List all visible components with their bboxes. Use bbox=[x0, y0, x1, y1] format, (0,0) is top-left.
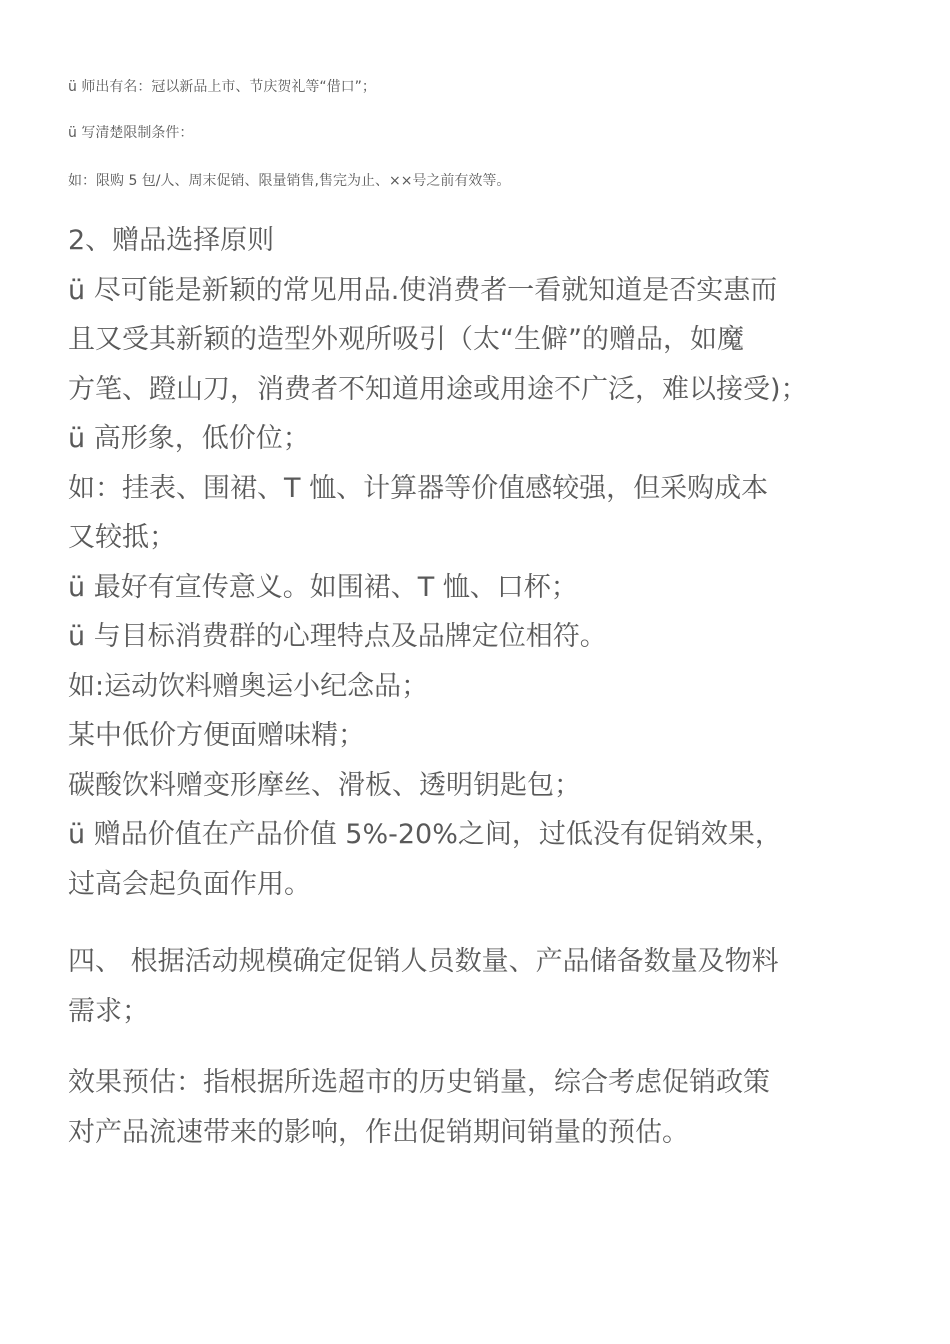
gift-line: 且又受其新颖的造型外观所吸引（太“生僻”的赠品，如魔 bbox=[68, 324, 744, 355]
gift-selection-heading: 2、赠品选择原则 bbox=[68, 225, 275, 256]
gift-selection-section bbox=[68, 216, 808, 909]
gift-line: ü 赠品价值在产品价值 5%-20%之间，过低没有促销效果， bbox=[68, 819, 782, 850]
gift-line: 方笔、蹬山刀，消费者不知道用途或用途不广泛，难以接受)； bbox=[68, 373, 808, 405]
gift-line: 如：挂表、围裙、T 恤、计算器等价值感较强，但采购成本 bbox=[68, 472, 769, 504]
reason-line: ü 师出有名：冠以新品上市、节庆贺礼等“借口”； bbox=[68, 79, 376, 95]
gift-line: ü 高形象，低价位； bbox=[68, 423, 310, 454]
gift-line: 如:运动饮料赠奥运小纪念品； bbox=[68, 670, 429, 702]
gift-line: 又较抵； bbox=[68, 522, 176, 553]
effect-estimate-line: 效果预估：指根据所选超市的历史销量，综合考虑促销政策 bbox=[68, 1067, 770, 1098]
effect-estimate-section bbox=[68, 1058, 770, 1157]
section-four-line: 需求； bbox=[68, 995, 149, 1027]
section-four bbox=[68, 937, 779, 1036]
gift-line: 碳酸饮料赠变形摩丝、滑板、透明钥匙包； bbox=[68, 769, 581, 801]
restriction-line: ü 写清楚限制条件： bbox=[68, 125, 194, 141]
gift-line: ü 与目标消费群的心理特点及品牌定位相符。 bbox=[68, 621, 607, 652]
gift-line: ü 最好有宣传意义。如围裙、T 恤、口杯； bbox=[68, 571, 578, 603]
gift-line: ü 尽可能是新颖的常见用品.使消费者一看就知道是否实惠而 bbox=[68, 274, 778, 306]
gift-line: 某中低价方便面赠味精； bbox=[68, 720, 365, 751]
section-four-line: 四、 根据活动规模确定促销人员数量、产品储备数量及物料 bbox=[68, 946, 779, 977]
restriction-example-line: 如：限购 5 包/人、周末促销、限量销售,售完为止、××号之前有效等。 bbox=[68, 173, 511, 189]
effect-estimate-line: 对产品流速带来的影响，作出促销期间销量的预估。 bbox=[68, 1116, 689, 1148]
gift-line: 过高会起负面作用。 bbox=[68, 868, 311, 900]
